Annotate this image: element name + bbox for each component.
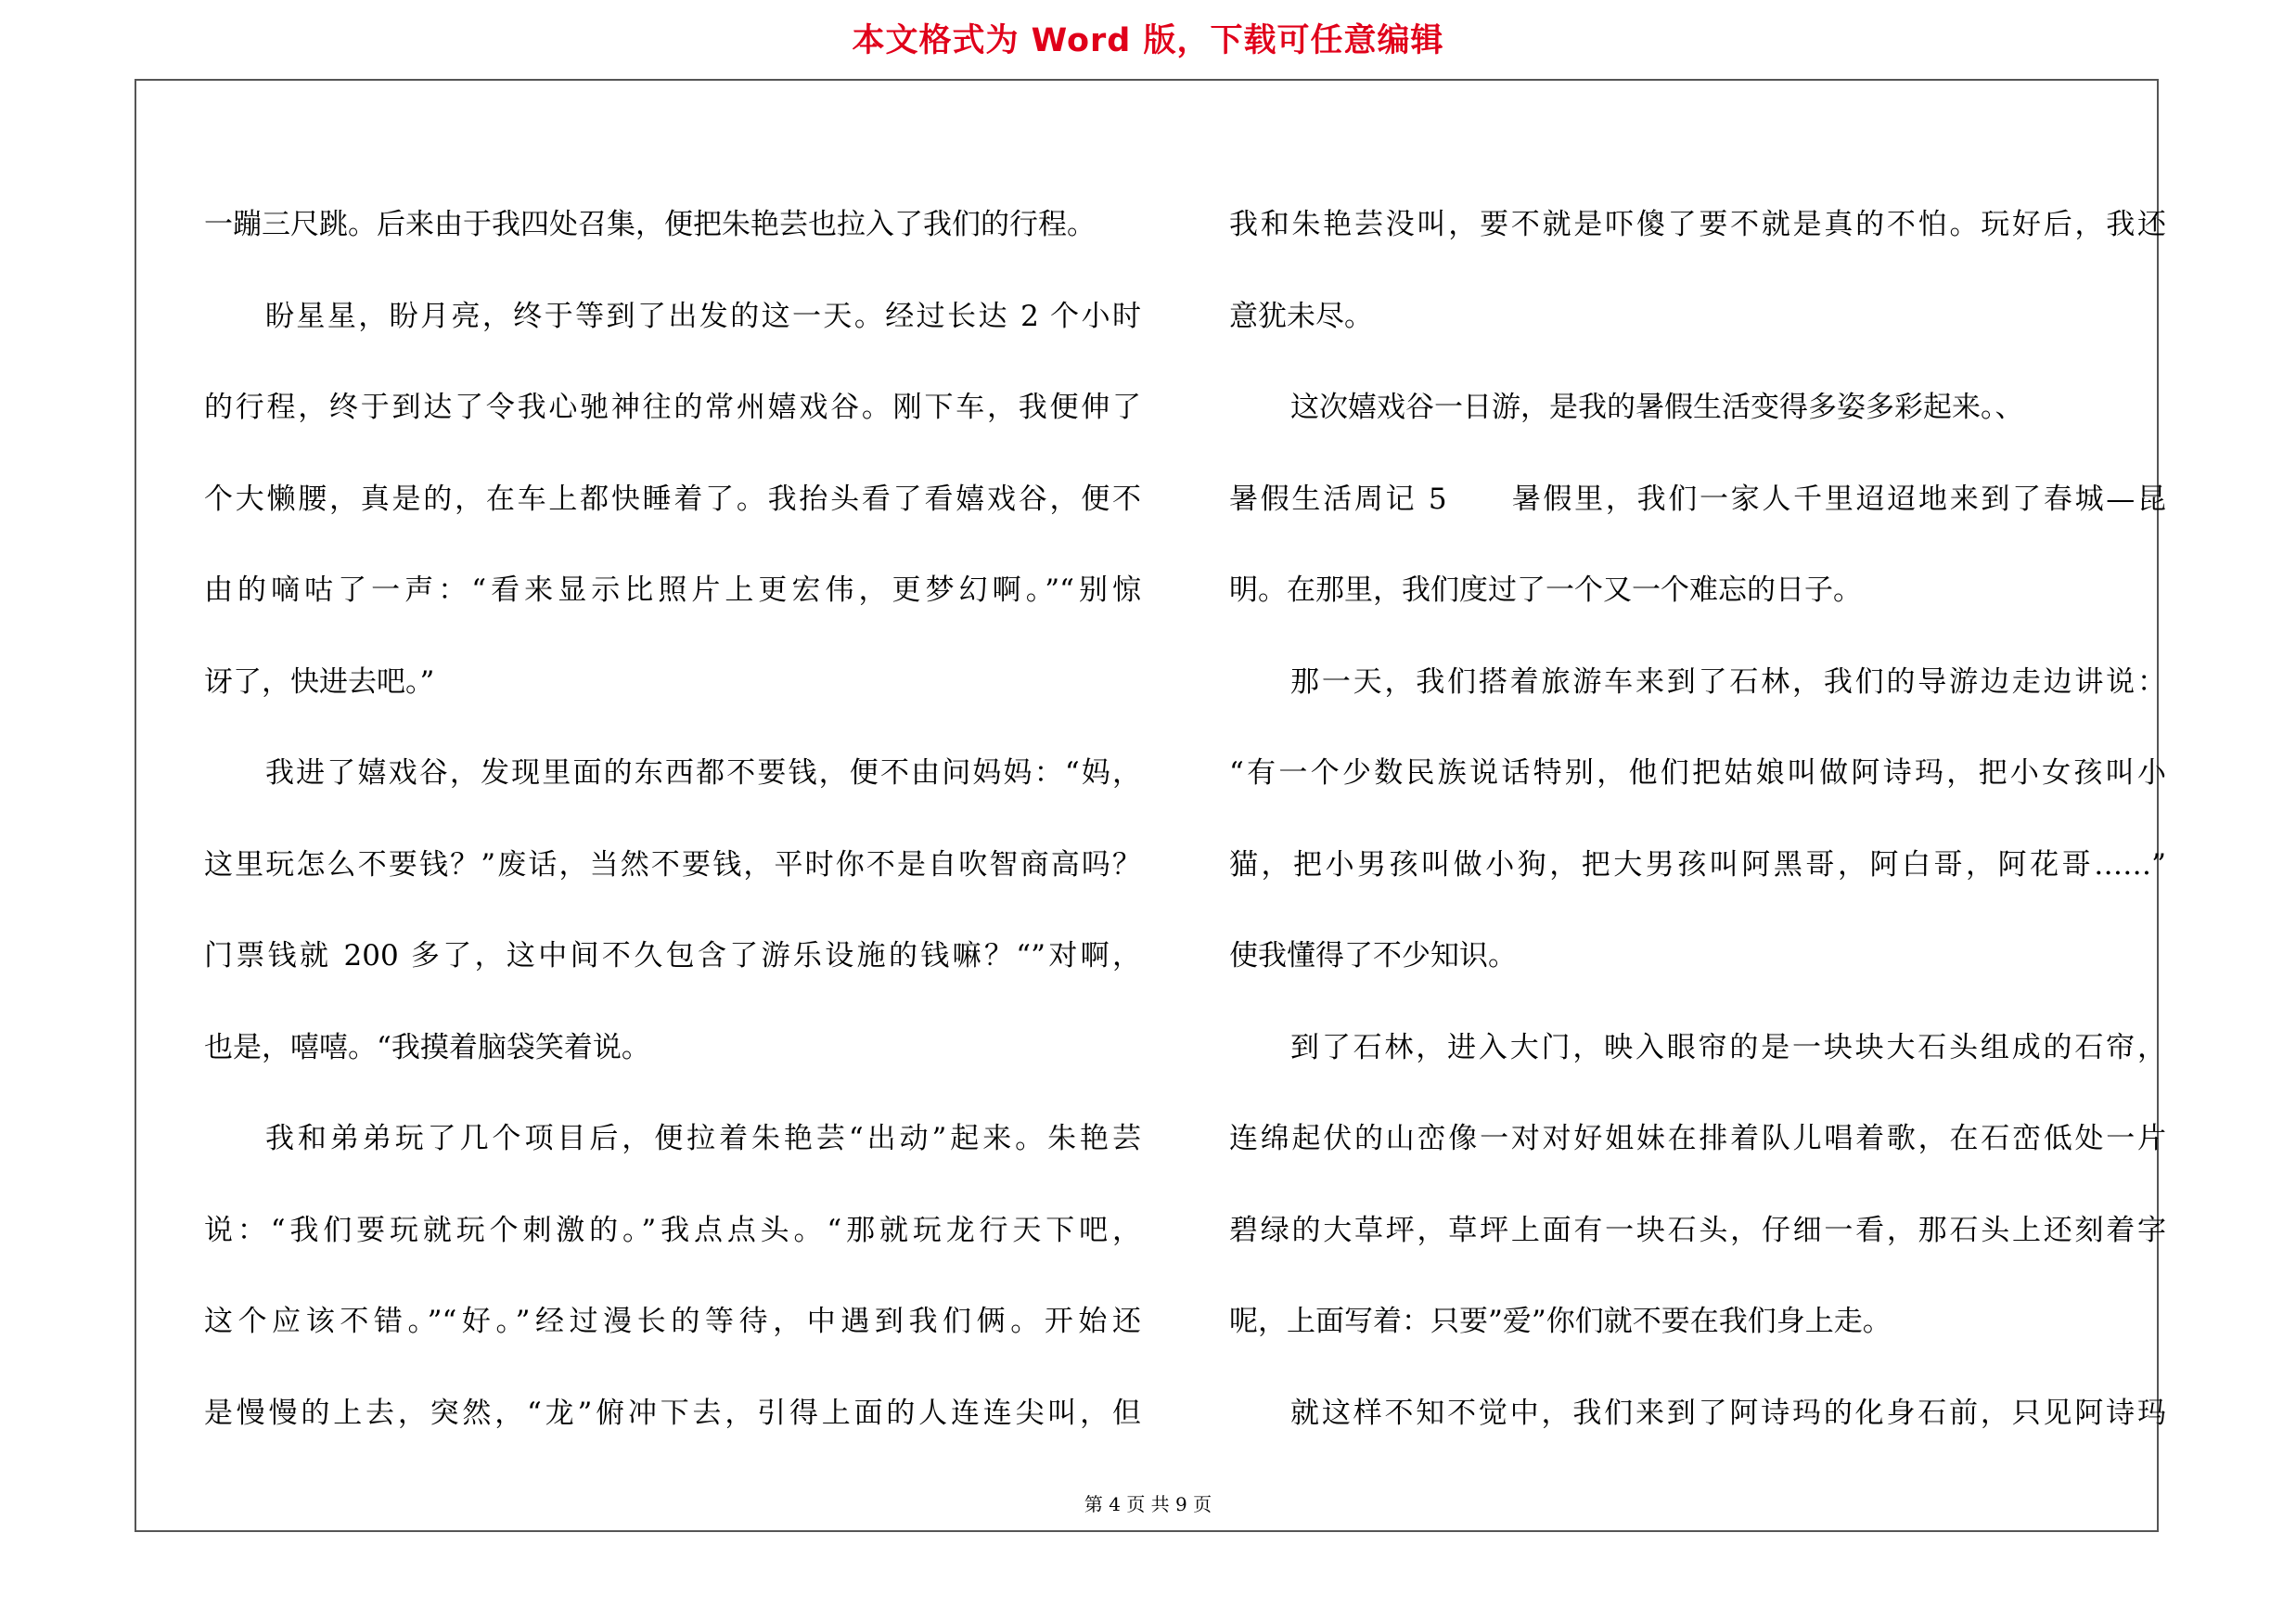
text-line: 我和弟弟玩了几个项目后，便拉着朱艳芸“出动”起来。朱艳芸 bbox=[265, 1122, 1141, 1155]
text-line: “有一个少数民族说话特别，他们把姑娘叫做阿诗玛，把小女孩叫小 bbox=[1229, 756, 2166, 790]
text-line: 说：“我们要玩就玩个刺激的。”我点点头。“那就玩龙行天下吧， bbox=[204, 1213, 1141, 1247]
page-footer bbox=[0, 1490, 2296, 1518]
text-line: 呢，上面写着：只要”爱”你们就不要在我们身上走。 bbox=[1229, 1305, 1892, 1338]
text-line: 到了石林，进入大门，映入眼帘的是一块块大石头组成的石帘， bbox=[1290, 1030, 2166, 1064]
text-line: 我进了嬉戏谷，发现里面的东西都不要钱，便不由问妈妈：“妈， bbox=[265, 756, 1141, 790]
text-line: 个大懒腰，真是的，在车上都快睡着了。我抬头看了看嬉戏谷，便不 bbox=[204, 482, 1141, 516]
text-line: 我和朱艳芸没叫，要不就是吓傻了要不就是真的不怕。玩好后，我还 bbox=[1229, 208, 2166, 241]
text-line: 讶了，快进去吧。” bbox=[204, 664, 435, 699]
text-line: 暑假生活周记 5 暑假里，我们一家人千里迢迢地来到了春城—昆 bbox=[1229, 482, 2166, 516]
text-line: 一蹦三尺跳。后来由于我四处召集，便把朱艳芸也拉入了我们的行程。 bbox=[204, 208, 1096, 241]
text-line: 由的嘀咕了一声：“看来显示比照片上更宏伟，更梦幻啊。”“别惊 bbox=[204, 573, 1141, 607]
text-line: 这里玩怎么不要钱？”废话，当然不要钱，平时你不是自吹智商高吗？ bbox=[204, 847, 1141, 882]
text-line: 是慢慢的上去，突然，“龙”俯冲下去，引得上面的人连连尖叫，但 bbox=[204, 1396, 1141, 1430]
left-text-column bbox=[204, 179, 1141, 1459]
page-number: 第 4 页 共 9 页 bbox=[1084, 1493, 1212, 1515]
text-line: 盼星星，盼月亮，终于等到了出发的这一天。经过长达 2 个小时 bbox=[265, 299, 1141, 333]
text-line: 这次嬉戏谷一日游，是我的暑假生活变得多姿多彩起来。、 bbox=[1290, 391, 2024, 424]
text-line: 碧绿的大草坪，草坪上面有一块石头，仔细一看，那石头上还刻着字 bbox=[1229, 1213, 2166, 1247]
right-text-column bbox=[1229, 179, 2166, 1459]
text-line: 这个应该不错。”“好。”经过漫长的等待，中遇到我们俩。开始还 bbox=[204, 1305, 1141, 1338]
text-line: 意犹未尽。 bbox=[1229, 299, 1373, 333]
text-line: 连绵起伏的山峦像一对对好姐妹在排着队儿唱着歌，在石峦低处一片 bbox=[1229, 1122, 2166, 1155]
text-line: 明。在那里，我们度过了一个又一个难忘的日子。 bbox=[1229, 573, 1862, 607]
text-line: 就这样不知不觉中，我们来到了阿诗玛的化身石前，只见阿诗玛 bbox=[1290, 1396, 2166, 1430]
page-header bbox=[0, 13, 2296, 69]
text-line: 使我懂得了不少知识。 bbox=[1229, 939, 1517, 973]
text-line: 门票钱就 200 多了，这中间不久包含了游乐设施的钱嘛？“”对啊， bbox=[204, 939, 1141, 973]
header-title: 本文格式为 Word 版，下载可任意编辑 bbox=[852, 22, 1444, 59]
text-line: 的行程，终于到达了令我心驰神往的常州嬉戏谷。刚下车，我便伸了 bbox=[204, 391, 1141, 424]
text-line: 猫，把小男孩叫做小狗，把大男孩叫阿黑哥，阿白哥，阿花哥……” bbox=[1229, 847, 2166, 882]
text-line: 那一天，我们搭着旅游车来到了石林，我们的导游边走边讲说： bbox=[1290, 664, 2166, 699]
text-line: 也是，嘻嘻。“我摸着脑袋笑着说。 bbox=[204, 1030, 650, 1064]
